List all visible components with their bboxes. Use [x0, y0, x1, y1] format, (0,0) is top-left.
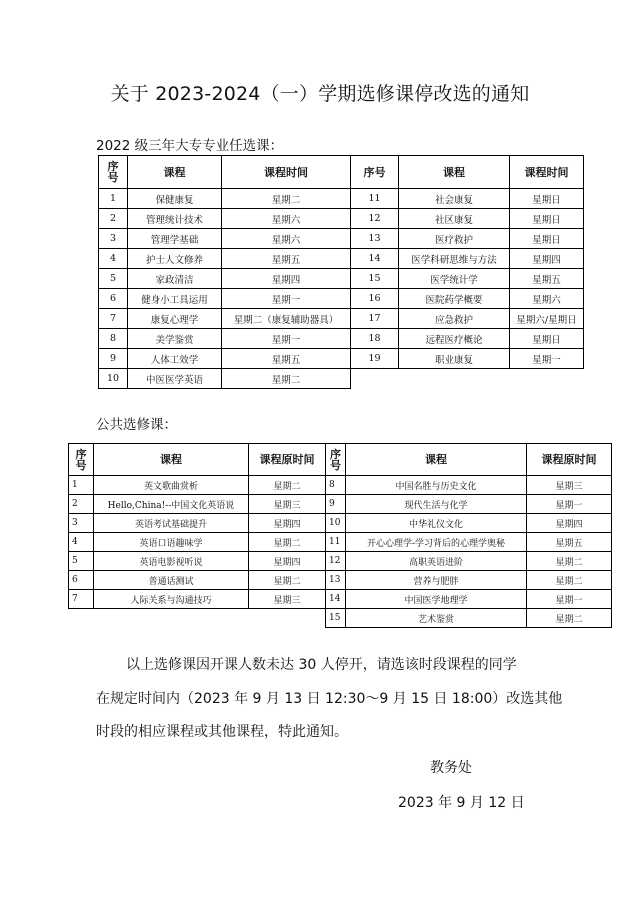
- row-time: 星期一: [527, 590, 612, 609]
- row-course: 护士人文修养: [128, 249, 222, 269]
- row-seq: 8: [99, 329, 128, 349]
- row-time: 星期四: [222, 269, 351, 289]
- row-time: 星期日: [510, 329, 584, 349]
- row-time: [510, 369, 584, 389]
- row-time: 星期一: [527, 495, 612, 514]
- table-row: [99, 369, 584, 389]
- row-seq: 14: [326, 590, 346, 609]
- row-course: 管理学基础: [128, 229, 222, 249]
- row-course: 医学统计学: [399, 269, 510, 289]
- row-course: 康复心理学: [128, 309, 222, 329]
- table-row: [69, 609, 612, 628]
- row-seq: 4: [99, 249, 128, 269]
- header-course: 课程: [346, 444, 527, 476]
- row-time: 星期一: [222, 289, 351, 309]
- row-time: 星期四: [510, 249, 584, 269]
- row-seq: 7: [69, 590, 94, 609]
- row-course: 家政清洁: [128, 269, 222, 289]
- row-seq: 15: [326, 609, 346, 628]
- row-seq: [351, 369, 399, 389]
- header-course: 课程: [128, 156, 222, 189]
- table-row: [69, 495, 612, 514]
- row-course: 医疗救护: [399, 229, 510, 249]
- row-time: 星期五: [510, 269, 584, 289]
- row-course: Hello,China!--中国文化英语说: [94, 495, 249, 514]
- notice-line-3: 时段的相应课程或其他课程，特此通知。: [96, 724, 348, 740]
- row-time: 星期二: [249, 533, 326, 552]
- row-seq: 6: [69, 571, 94, 590]
- row-seq: 13: [351, 229, 399, 249]
- table-header-row: [69, 444, 612, 476]
- table-row: [69, 476, 612, 495]
- table-header-row: [99, 156, 584, 189]
- row-time: 星期五: [222, 249, 351, 269]
- row-course: 人体工效学: [128, 349, 222, 369]
- row-time: 星期六: [510, 289, 584, 309]
- row-seq: 12: [326, 552, 346, 571]
- row-seq: 10: [99, 369, 128, 389]
- header-seq: 序号: [351, 156, 399, 189]
- row-seq: 18: [351, 329, 399, 349]
- notice-line-1: 以上选修课因开课人数未达 30 人停开，请选该时段课程的同学: [126, 657, 517, 673]
- table-row: [69, 571, 612, 590]
- section2-label: 公共选修课：: [96, 417, 177, 433]
- row-course: 医院药学概要: [399, 289, 510, 309]
- row-course: [94, 609, 249, 628]
- row-seq: 17: [351, 309, 399, 329]
- row-seq: 3: [69, 514, 94, 533]
- row-course: 社会康复: [399, 189, 510, 209]
- row-course: 英语电影视听说: [94, 552, 249, 571]
- row-seq: 9: [99, 349, 128, 369]
- row-time: 星期二: [527, 609, 612, 628]
- header-time: 课程时间: [510, 156, 584, 189]
- row-time: 星期二: [222, 369, 351, 389]
- row-time: 星期六: [222, 229, 351, 249]
- row-time: 星期四: [249, 514, 326, 533]
- row-course: 中国名胜与历史文化: [346, 476, 527, 495]
- row-seq: [69, 609, 94, 628]
- row-seq: 15: [351, 269, 399, 289]
- row-course: 社区康复: [399, 209, 510, 229]
- header-course: 课程: [94, 444, 249, 476]
- row-seq: 13: [326, 571, 346, 590]
- row-course: 英文歌曲赏析: [94, 476, 249, 495]
- row-time: 星期一: [510, 349, 584, 369]
- row-seq: 6: [99, 289, 128, 309]
- row-time: 星期二: [527, 571, 612, 590]
- table-row: [99, 329, 584, 349]
- row-time: 星期四: [527, 514, 612, 533]
- row-course: 保健康复: [128, 189, 222, 209]
- table-row: [99, 269, 584, 289]
- header-seq: 序 号: [326, 444, 346, 476]
- row-seq: 11: [326, 533, 346, 552]
- row-course: 中国医学地理学: [346, 590, 527, 609]
- row-time: 星期三: [527, 476, 612, 495]
- issuing-office: 教务处: [430, 760, 472, 776]
- row-seq: 1: [69, 476, 94, 495]
- table-row: [99, 249, 584, 269]
- row-course: 管理统计技术: [128, 209, 222, 229]
- row-course: 英语考试基础提升: [94, 514, 249, 533]
- row-seq: 4: [69, 533, 94, 552]
- row-seq: 19: [351, 349, 399, 369]
- table-row: [69, 514, 612, 533]
- issue-date: 2023 年 9 月 12 日: [398, 795, 525, 811]
- row-course: 医学科研思维与方法: [399, 249, 510, 269]
- row-seq: 1: [99, 189, 128, 209]
- row-time: 星期日: [510, 189, 584, 209]
- elective-table-2022: [98, 155, 584, 389]
- row-seq: 2: [69, 495, 94, 514]
- table-row: [69, 590, 612, 609]
- row-seq: 11: [351, 189, 399, 209]
- row-course: 现代生活与化学: [346, 495, 527, 514]
- table-row: [99, 229, 584, 249]
- row-seq: 14: [351, 249, 399, 269]
- row-seq: 8: [326, 476, 346, 495]
- table-row: [99, 349, 584, 369]
- row-time: 星期二: [249, 571, 326, 590]
- row-time: 星期五: [222, 349, 351, 369]
- section1-label: 2022 级三年大专专业任选课：: [96, 138, 284, 154]
- row-course: 英语口语趣味学: [94, 533, 249, 552]
- row-course: 人际关系与沟通技巧: [94, 590, 249, 609]
- row-seq: 9: [326, 495, 346, 514]
- row-time: 星期日: [510, 209, 584, 229]
- row-time: 星期五: [527, 533, 612, 552]
- row-time: [249, 609, 326, 628]
- row-time: 星期二: [222, 189, 351, 209]
- row-course: 健身小工具运用: [128, 289, 222, 309]
- header-seq: 序 号: [69, 444, 94, 476]
- row-time: 星期二（康复辅助器具）: [222, 309, 351, 329]
- row-course: 应急救护: [399, 309, 510, 329]
- row-course: 远程医疗概论: [399, 329, 510, 349]
- row-seq: 3: [99, 229, 128, 249]
- row-seq: 2: [99, 209, 128, 229]
- row-time: 星期日: [510, 229, 584, 249]
- table-row: [99, 189, 584, 209]
- row-seq: 7: [99, 309, 128, 329]
- header-time: 课程原时间: [527, 444, 612, 476]
- row-time: 星期三: [249, 495, 326, 514]
- row-time: 星期二: [249, 476, 326, 495]
- row-seq: 5: [69, 552, 94, 571]
- header-time: 课程原时间: [249, 444, 326, 476]
- row-course: 艺术鉴赏: [346, 609, 527, 628]
- row-course: 普通话测试: [94, 571, 249, 590]
- row-time: 星期三: [249, 590, 326, 609]
- header-time: 课程时间: [222, 156, 351, 189]
- table-row: [99, 289, 584, 309]
- row-time: 星期四: [249, 552, 326, 571]
- row-time: 星期六/星期日: [510, 309, 584, 329]
- table-row: [69, 533, 612, 552]
- row-course: 开心心理学-学习背后的心理学奥秘: [346, 533, 527, 552]
- row-course: 高职英语进阶: [346, 552, 527, 571]
- page-title: 关于 2023-2024（一）学期选修课停改选的通知: [110, 83, 530, 105]
- row-seq: 16: [351, 289, 399, 309]
- table-row: [69, 552, 612, 571]
- row-time: 星期一: [222, 329, 351, 349]
- row-course: 美学鉴赏: [128, 329, 222, 349]
- row-course: 营养与肥胖: [346, 571, 527, 590]
- row-course: [399, 369, 510, 389]
- row-seq: 12: [351, 209, 399, 229]
- table-row: [99, 209, 584, 229]
- public-elective-table: [68, 443, 612, 628]
- row-seq: 5: [99, 269, 128, 289]
- row-course: 中医医学英语: [128, 369, 222, 389]
- row-course: 职业康复: [399, 349, 510, 369]
- row-seq: 10: [326, 514, 346, 533]
- table-row: [99, 309, 584, 329]
- row-time: 星期二: [527, 552, 612, 571]
- notice-line-2: 在规定时间内（2023 年 9 月 13 日 12:30～9 月 15 日 18:00）改选其他: [96, 691, 563, 707]
- row-course: 中华礼仪文化: [346, 514, 527, 533]
- header-course: 课程: [399, 156, 510, 189]
- header-seq: 序 号: [99, 156, 128, 189]
- row-time: 星期六: [222, 209, 351, 229]
